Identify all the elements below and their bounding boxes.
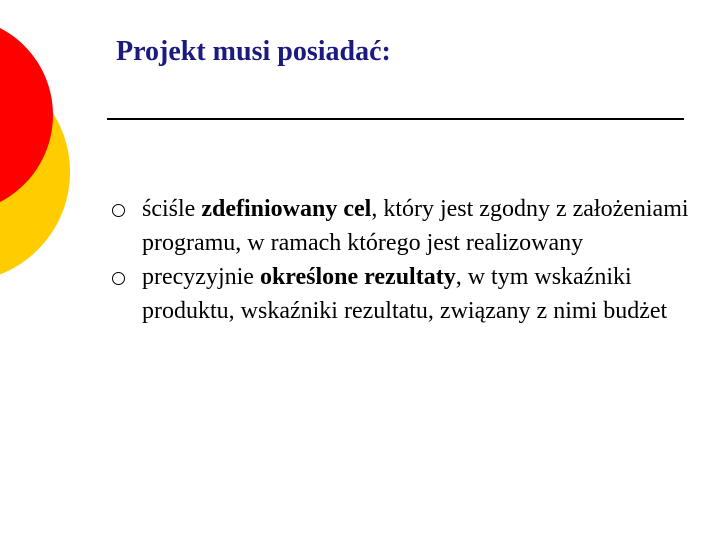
hollow-circle-bullet-icon [112, 204, 125, 217]
bullet-list [112, 192, 692, 328]
bullet-text-pre: ściśle [142, 196, 202, 222]
bullet-text-post: , w tym wskaźniki produktu, wskaźniki rezultatu, związany z nimi budżet [142, 264, 668, 324]
bullet-item [112, 260, 692, 328]
bullet-item [112, 192, 692, 260]
bullet-text-pre: precyzyjnie [142, 264, 260, 290]
title-divider [107, 118, 684, 120]
hollow-circle-bullet-icon [112, 272, 125, 285]
slide-title: Projekt musi posiadać: [116, 36, 391, 67]
bullet-text-post: , który jest zgodny z założeniami programu, w ramach którego jest realizowany [142, 196, 689, 256]
bullet-text-bold: zdefiniowany cel [201, 196, 372, 222]
bullet-text-bold: określone rezultaty [259, 264, 456, 290]
